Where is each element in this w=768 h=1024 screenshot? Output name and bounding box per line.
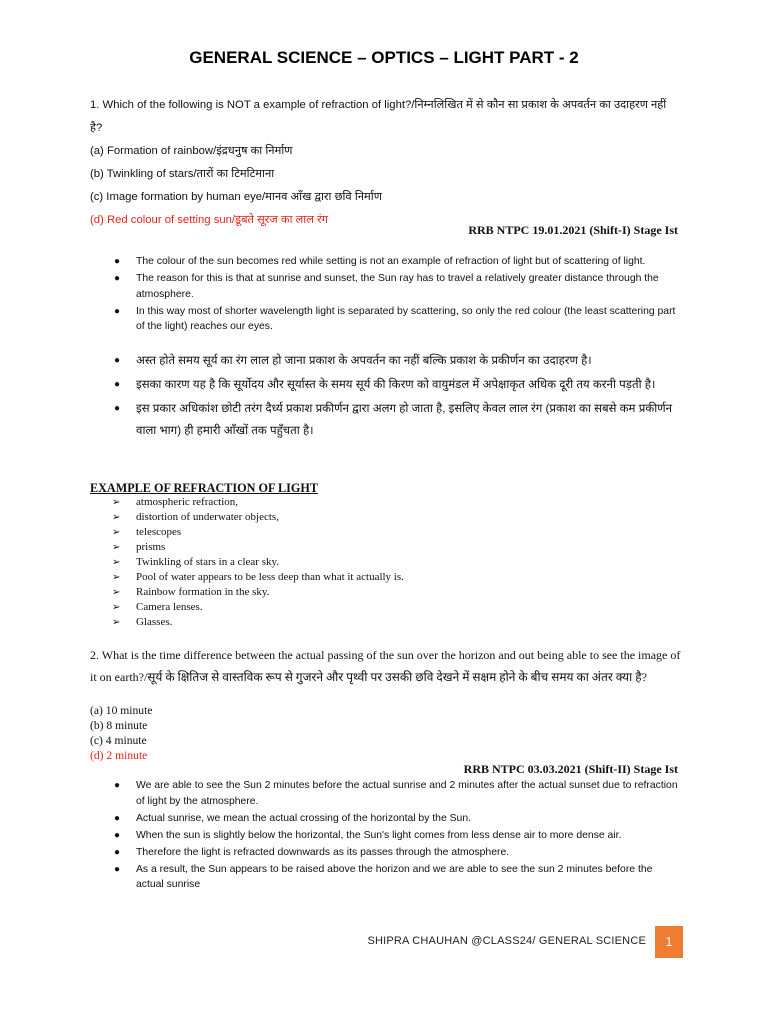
arrow-bullet-icon: ➢ xyxy=(112,572,121,583)
footer-author: SHIPRA CHAUHAN @CLASS24/ GENERAL SCIENCE xyxy=(367,935,646,947)
question-1 xyxy=(90,94,680,232)
bullet-icon: ● xyxy=(114,403,121,414)
list-item: ➢ telescopes xyxy=(112,526,182,538)
q2-explanation xyxy=(112,778,682,894)
list-item: ● Actual sunrise, we mean the actual crossing of the horizontal by the Sun. xyxy=(112,811,682,827)
list-item: ● Therefore the light is refracted downwards as its passes through the atmosphere. xyxy=(112,845,682,861)
list-item: ➢ distortion of underwater objects, xyxy=(112,511,279,523)
list-item: ➢ atmospheric refraction, xyxy=(112,496,239,508)
list-item: ● In this way most of shorter wavelength light is separated by scattering, so only the red colour (the least scattering part of the light) reaches our eyes. xyxy=(114,305,676,332)
list-item: ● When the sun is slightly below the horizontal, the Sun's light comes from less dense air to more dense air. xyxy=(112,828,682,844)
bullet-icon: ● xyxy=(114,379,121,390)
list-item: ● अस्त होते समय सूर्य का रंग लाल हो जाना प्रकाश के अपवर्तन का नहीं बल्कि प्रकाश के प्रकीर्णन का उदाहरण है। xyxy=(112,350,682,372)
bullet-icon: ● xyxy=(114,863,121,875)
arrow-bullet-icon: ➢ xyxy=(112,512,121,523)
list-item: ➢ Glasses. xyxy=(112,616,173,628)
bullet-icon: ● xyxy=(114,355,121,366)
q1-option-c: (c) Image formation by human eye/मानव आँख द्वारा छवि निर्माण xyxy=(90,191,382,203)
q1-option-b: (b) Twinkling of stars/तारों का टिमटिमाना xyxy=(90,168,275,180)
list-item: ● इस प्रकार अधिकांश छोटी तरंग दैर्ध्य प्रकाश प्रकीर्णन द्वारा अलग हो जाता है, इसलिए केवल लाल रंग (प्रकाश का सबसे कम प्रकीर्णन वाला भाग) ही हमारी आँखों तक पहुँचता है। xyxy=(112,398,682,442)
arrow-bullet-icon: ➢ xyxy=(112,587,121,598)
examples-heading: EXAMPLE OF REFRACTION OF LIGHT xyxy=(90,481,318,495)
list-item: ● The reason for this is that at sunrise and sunset, the Sun ray has to travel a relatively greater distance through the atmosphere. xyxy=(114,273,659,300)
q2-option-a: (a) 10 minute xyxy=(90,704,153,717)
list-item: ➢ Pool of water appears to be less deep than what it actually is. xyxy=(112,571,404,583)
question-2-text: 2. What is the time difference between the actual passing of the sun over the horizon and out being able to see the image of it on earth?/सूर्य के क्षितिज से वास्तविक रूप से गुजरने और पृथ्वी पर उसकी छवि देखने में सक्षम होने के बीच समय का अंतर क्या है? xyxy=(90,648,681,684)
q2-option-d-answer: (d) 2 minute xyxy=(90,749,148,762)
question-1-text: 1. Which of the following is NOT a example of refraction of light?/निम्नलिखित में से कौन सा प्रकाश के अपवर्तन का उदाहरण नहीं है? xyxy=(90,99,667,134)
list-item: ● We are able to see the Sun 2 minutes before the actual sunrise and 2 minutes after the actual sunset due to refraction of light by the atmosphere. xyxy=(114,780,678,807)
bullet-icon: ● xyxy=(114,305,121,317)
q2-source: RRB NTPC 03.03.2021 (Shift-II) Stage Ist xyxy=(463,762,678,776)
bullet-icon: ● xyxy=(114,273,121,284)
list-item: ➢ Rainbow formation in the sky. xyxy=(112,586,270,598)
bullet-icon: ● xyxy=(114,256,121,267)
bullet-icon: ● xyxy=(114,829,121,841)
q1-source: RRB NTPC 19.01.2021 (Shift-I) Stage Ist xyxy=(468,223,678,237)
q1-option-a: (a) Formation of rainbow/इंद्रधनुष का निर्माण xyxy=(90,145,293,157)
list-item: ● The colour of the sun becomes red while setting is not an example of refraction of light but of scattering of light. xyxy=(112,254,682,270)
arrow-bullet-icon: ➢ xyxy=(112,557,121,568)
question-2-options xyxy=(90,703,152,763)
list-item: ● As a result, the Sun appears to be raised above the horizon and we are able to see the sun 2 minutes before the actual sunrise xyxy=(114,863,653,890)
bullet-icon: ● xyxy=(114,812,121,824)
list-item: ● इसका कारण यह है कि सूर्योदय और सूर्यास्त के समय सूर्य की किरण को वायुमंडल में अपेक्षाकृत अधिक दूरी तय करनी पड़ती है। xyxy=(112,374,682,396)
arrow-bullet-icon: ➢ xyxy=(112,542,121,553)
arrow-bullet-icon: ➢ xyxy=(112,602,121,613)
q2-option-b: (b) 8 minute xyxy=(90,719,148,732)
list-item: ➢ prisms xyxy=(112,541,166,553)
bullet-icon: ● xyxy=(114,846,121,858)
list-item: ➢ Camera lenses. xyxy=(112,601,203,613)
q1-explanation-hi xyxy=(112,350,682,444)
arrow-bullet-icon: ➢ xyxy=(112,527,121,538)
examples-list xyxy=(112,495,404,630)
q1-explanation-en xyxy=(112,254,682,336)
arrow-bullet-icon: ➢ xyxy=(112,617,121,628)
list-item: ➢ Twinkling of stars in a clear sky. xyxy=(112,556,280,568)
page-number-badge: 1 xyxy=(655,926,683,958)
page-title: GENERAL SCIENCE – OPTICS – LIGHT PART - 2 xyxy=(189,48,579,67)
bullet-icon: ● xyxy=(114,780,121,791)
q1-option-d-answer: (d) Red colour of setting sun/डूबते सूरज का लाल रंग xyxy=(90,214,329,226)
q2-option-c: (c) 4 minute xyxy=(90,734,147,747)
arrow-bullet-icon: ➢ xyxy=(112,497,121,508)
